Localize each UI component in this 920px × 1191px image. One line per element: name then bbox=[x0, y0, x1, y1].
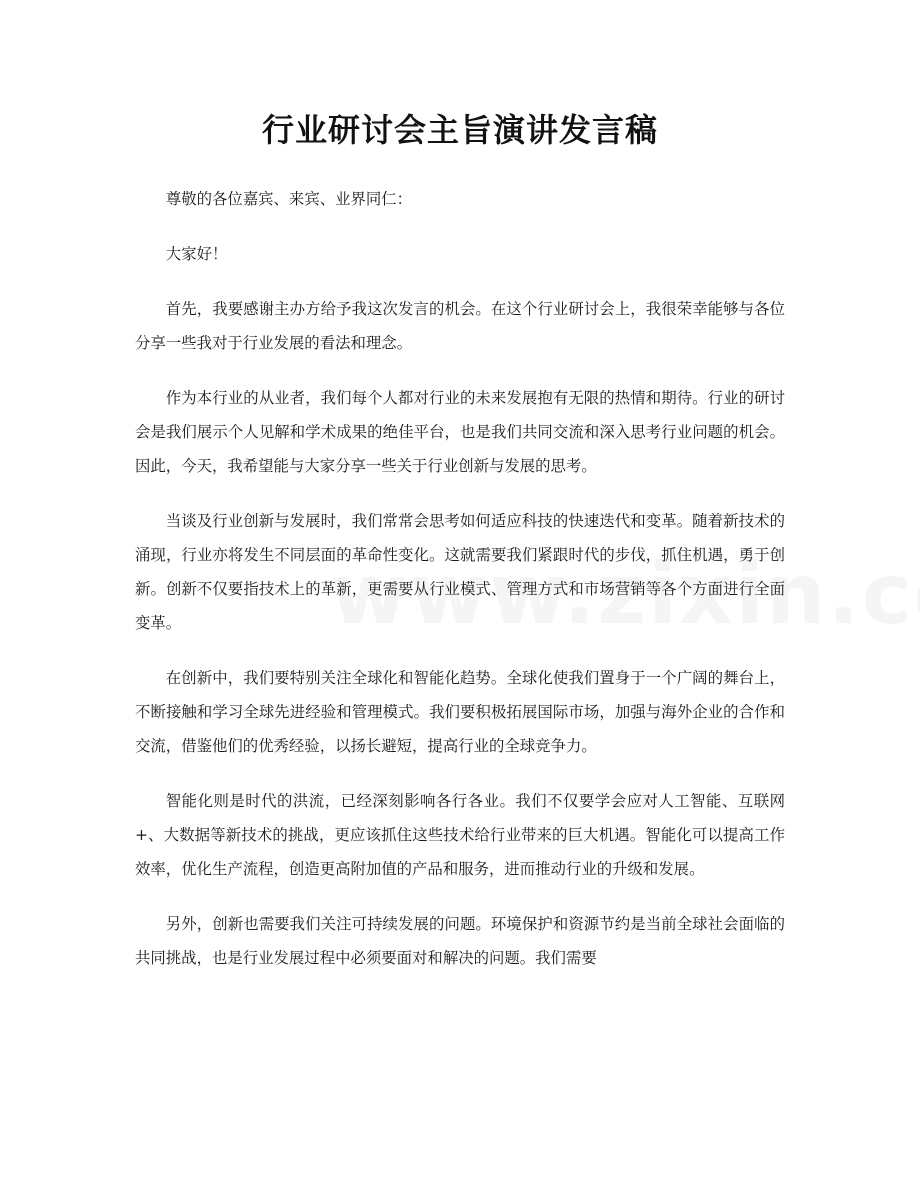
document-title: 行业研讨会主旨演讲发言稿 bbox=[261, 111, 658, 149]
paragraph-6: 另外，创新也需要我们关注可持续发展的问题。环境保护和资源节约是当前全球社会面临的共同挑战，也是行业发展过程中必须要面对和解决的问题。我们需要 bbox=[135, 915, 785, 967]
document-body bbox=[135, 182, 785, 996]
paragraph-5: 智能化则是时代的洪流，已经深刻影响各行各业。我们不仅要学会应对人工智能、互联网+、大数据等新技术的挑战，更应该抓住这些技术给行业带来的巨大机遇。智能化可以提高工作效率，优化生产流程，创造更高附加值的产品和服务，进而推动行业的升级和发展。 bbox=[135, 792, 785, 878]
paragraph-3: 当谈及行业创新与发展时，我们常常会思考如何适应科技的快速迭代和变革。随着新技术的涌现，行业亦将发生不同层面的革命性变化。这就需要我们紧跟时代的步伐，抓住机遇，勇于创新。创新不仅要指技术上的革新，更需要从行业模式、管理方式和市场营销等各个方面进行全面变革。 bbox=[135, 512, 785, 632]
paragraph-2: 作为本行业的从业者，我们每个人都对行业的未来发展抱有无限的热情和期待。行业的研讨会是我们展示个人见解和学术成果的绝佳平台，也是我们共同交流和深入思考行业问题的机会。因此，今天，我希望能与大家分享一些关于行业创新与发展的思考。 bbox=[135, 389, 785, 475]
paragraph-4: 在创新中，我们要特别关注全球化和智能化趋势。全球化使我们置身于一个广阔的舞台上，不断接触和学习全球先进经验和管理模式。我们要积极拓展国际市场，加强与海外企业的合作和交流，借鉴他们的优秀经验，以扬长避短，提高行业的全球竞争力。 bbox=[135, 669, 785, 755]
paragraph-1: 首先，我要感谢主办方给予我这次发言的机会。在这个行业研讨会上，我很荣幸能够与各位分享一些我对于行业发展的看法和理念。 bbox=[135, 300, 785, 352]
salutation: 尊敬的各位嘉宾、来宾、业界同仁： bbox=[165, 190, 413, 208]
greeting: 大家好！ bbox=[165, 245, 228, 263]
